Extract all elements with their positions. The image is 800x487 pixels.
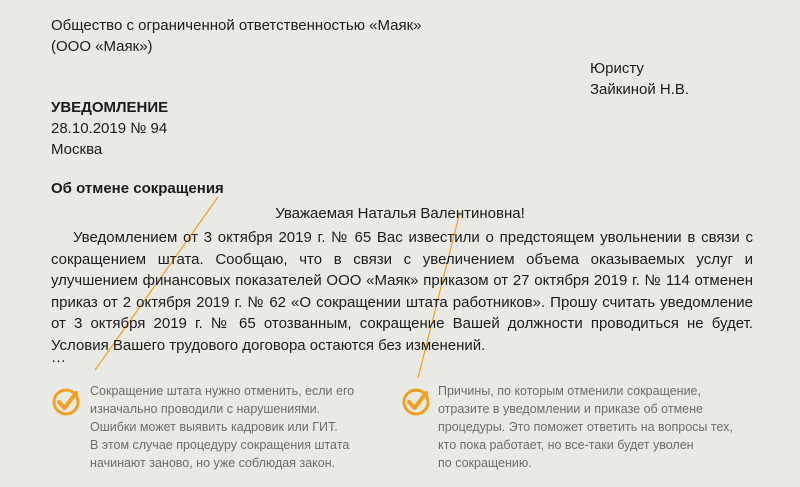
note-line: Ошибки может выявить кадровик или ГИТ.: [90, 420, 338, 434]
note-right: [438, 382, 733, 472]
note-line: Сокращение штата нужно отменить, если его: [90, 384, 355, 398]
checkmark-icon: [402, 388, 430, 416]
note-line: изначально проводили с нарушениями.: [90, 402, 321, 416]
organization-name: Общество с ограниченной ответственностью «Маяк»: [51, 17, 422, 34]
note-left: [90, 382, 354, 472]
note-line: процедуры. Это поможет ответить на вопросы тех,: [438, 420, 733, 434]
recipient-position: Юристу: [590, 60, 644, 77]
note-line: Причины, по которым отменили сокращение,: [438, 384, 701, 398]
note-line: В этом случае процедуру сокращения штата: [90, 438, 350, 452]
greeting: Уважаемая Наталья Валентиновна!: [275, 205, 525, 222]
document-body: [51, 227, 753, 357]
checkmark-icon: [52, 388, 80, 416]
note-line: отразите в уведомлении и приказе об отмене: [438, 402, 703, 416]
document-title: УВЕДОМЛЕНИЕ: [51, 99, 169, 116]
document-date-number: 28.10.2019 № 94: [51, 120, 168, 137]
document-subject: Об отмене сокращения: [51, 180, 224, 197]
note-line: начинают заново, но уже соблюдая закон.: [90, 456, 336, 470]
recipient-name: Зайкиной Н.В.: [590, 81, 690, 98]
note-line: кто пока работает, но все-таки будет уволен: [438, 438, 694, 452]
organization-short-name: (ООО «Маяк»): [51, 38, 153, 55]
ellipsis: …: [51, 349, 66, 366]
body-paragraph: Уведомлением от 3 октября 2019 г. № 65 Вас известили о предстоящем увольнении в связи с сокращением штата. Сообщаю, что в связи с увеличением объема оказываемых услуг и улучшением финансовых показателей ООО «Маяк» приказом от 27 октября 2019 г. № 114 отменен приказ от 2 октября 2019 г. № 62 «О сокращении штата работников». Прошу считать уведомление от 3 октября 2019 г. № 65 отозванным, сокращение Вашей должности проводиться не будет. Условия Вашего трудового договора остаются без изменений.: [51, 229, 753, 354]
note-line: по сокращению.: [438, 456, 532, 470]
document-city: Москва: [51, 141, 103, 158]
